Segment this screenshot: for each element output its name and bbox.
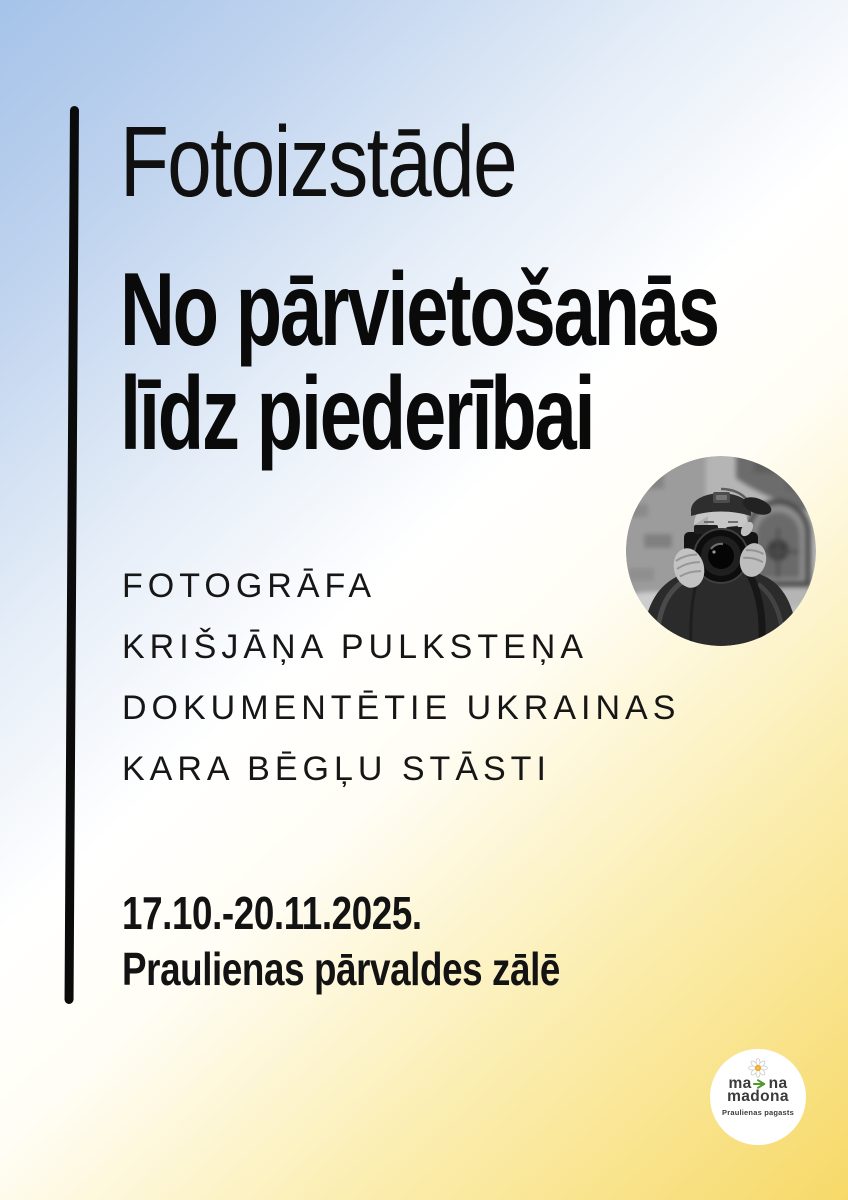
brand-wordmark-line2: madona xyxy=(727,1088,789,1105)
date-venue-block xyxy=(122,885,560,997)
municipality-label: Praulienas pagasts xyxy=(722,1108,794,1117)
exhibition-venue: Praulienas pārvaldes zālē xyxy=(122,943,560,995)
exhibition-dates: 17.10.-20.11.2025. xyxy=(122,887,422,939)
headline xyxy=(120,252,718,472)
headline-line-1: No pārvietošanās xyxy=(120,252,718,368)
description-line: KARA BĒGĻU STĀSTI xyxy=(122,750,551,788)
madona-logo xyxy=(710,1049,806,1145)
description-line: DOKUMENTĒTIE UKRAINAS xyxy=(122,689,681,727)
headline-line-2: līdz piederībai xyxy=(120,356,594,472)
description-block xyxy=(122,556,680,800)
vertical-accent-line xyxy=(65,106,79,1004)
description-line: KRIŠJĀŅA PULKSTEŅA xyxy=(122,628,589,666)
brand-text-right: na xyxy=(768,1075,788,1092)
brand-text-left: ma xyxy=(728,1075,752,1092)
green-arrow-icon xyxy=(753,1079,768,1089)
description-line: FOTOGRĀFA xyxy=(122,567,377,605)
poster-title: Fotoizstāde xyxy=(120,106,516,218)
